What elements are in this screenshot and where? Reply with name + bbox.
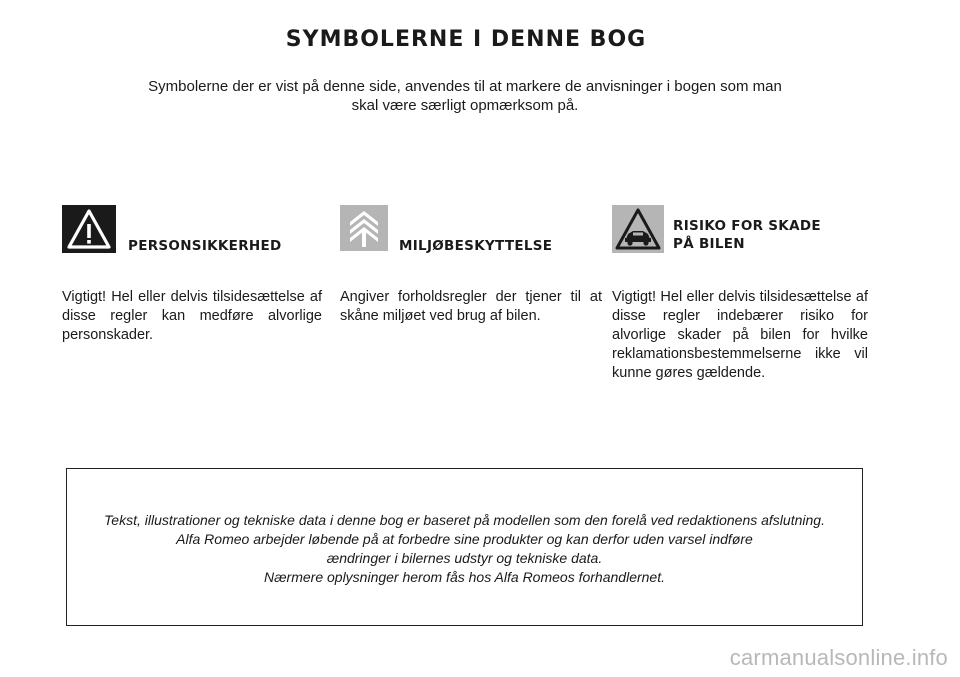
disclaimer-line: ændringer i bilernes udstyr og tekniske data. — [326, 550, 603, 566]
page-title: SYMBOLERNE I DENNE BOG — [285, 27, 647, 52]
intro-text: Symbolerne der er vist på denne side, anvendes til at markere de anvisninger i bogen som man skal være særligt opmærksom på. — [148, 78, 782, 114]
car-damage-icon — [612, 205, 666, 253]
disclaimer-line: Alfa Romeo arbejder løbende på at forbedre sine produkter og kan derfor uden varsel indføre — [176, 531, 753, 547]
symbol-heading: PERSONSIKKERHED — [128, 238, 282, 254]
disclaimer-box — [66, 468, 863, 626]
symbol-description: Angiver forholdsregler der tjener til at skåne miljøet ved brug af bilen. — [340, 289, 602, 324]
disclaimer-line: Nærmere oplysninger herom fås hos Alfa Romeos forhandlernet. — [263, 569, 665, 585]
symbol-description: Vigtigt! Hel eller delvis tilsidesættelse af disse regler indebærer risiko for alvorlige skader på bilen for hvilke reklamationsbestemmelserne ikke vil kunne gøres gældende. — [612, 289, 868, 381]
disclaimer-line: Tekst, illustrationer og tekniske data i denne bog er baseret på modellen som den forelå ved redaktionens afslutning. — [104, 512, 825, 528]
symbol-heading: RISIKO FOR SKADE PÅ BILEN — [673, 218, 821, 252]
environment-tree-icon — [340, 205, 394, 253]
symbol-heading: MILJØBESKYTTELSE — [399, 238, 553, 254]
symbol-description: Vigtigt! Hel eller delvis tilsidesættelse af disse regler kan medføre alvorlige personskader. — [62, 289, 322, 343]
disclaimer-text — [67, 511, 862, 587]
warning-triangle-icon — [62, 205, 116, 253]
watermark: carmanualsonline.info — [729, 645, 948, 670]
